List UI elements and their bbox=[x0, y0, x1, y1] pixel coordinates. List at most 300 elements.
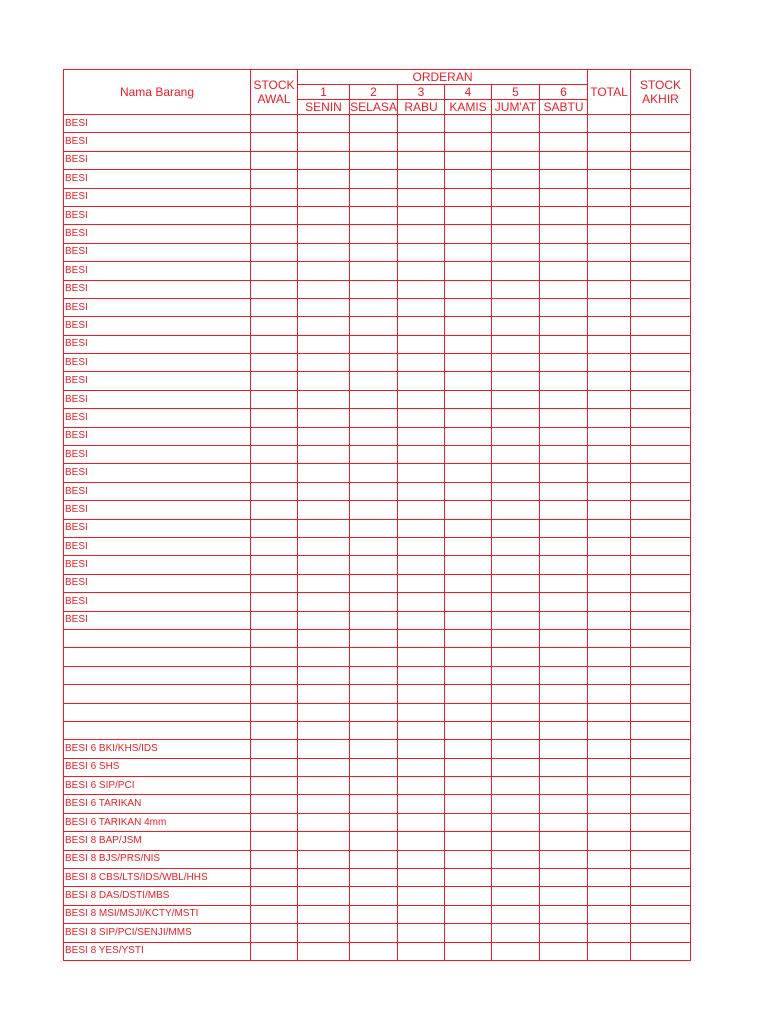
entry-cell[interactable] bbox=[350, 777, 398, 795]
entry-cell[interactable] bbox=[298, 170, 350, 188]
entry-cell[interactable] bbox=[298, 390, 350, 408]
entry-cell[interactable] bbox=[251, 519, 298, 537]
entry-cell[interactable] bbox=[298, 832, 350, 850]
entry-cell[interactable] bbox=[398, 335, 445, 353]
entry-cell[interactable] bbox=[298, 593, 350, 611]
entry-cell[interactable] bbox=[588, 648, 631, 666]
entry-cell[interactable] bbox=[445, 115, 492, 133]
entry-cell[interactable] bbox=[298, 115, 350, 133]
entry-cell[interactable] bbox=[631, 703, 691, 721]
entry-cell[interactable] bbox=[588, 446, 631, 464]
entry-cell[interactable] bbox=[350, 446, 398, 464]
entry-cell[interactable] bbox=[445, 832, 492, 850]
entry-cell[interactable] bbox=[398, 170, 445, 188]
entry-cell[interactable] bbox=[492, 519, 540, 537]
entry-cell[interactable] bbox=[350, 482, 398, 500]
entry-cell[interactable] bbox=[492, 593, 540, 611]
entry-cell[interactable] bbox=[398, 850, 445, 868]
entry-cell[interactable] bbox=[398, 648, 445, 666]
entry-cell[interactable] bbox=[398, 740, 445, 758]
entry-cell[interactable] bbox=[588, 298, 631, 316]
entry-cell[interactable] bbox=[298, 740, 350, 758]
entry-cell[interactable] bbox=[298, 924, 350, 942]
entry-cell[interactable] bbox=[445, 390, 492, 408]
entry-cell[interactable] bbox=[492, 464, 540, 482]
entry-cell[interactable] bbox=[445, 648, 492, 666]
entry-cell[interactable] bbox=[445, 446, 492, 464]
entry-cell[interactable] bbox=[251, 795, 298, 813]
entry-cell[interactable] bbox=[298, 666, 350, 684]
entry-cell[interactable] bbox=[492, 869, 540, 887]
entry-cell[interactable] bbox=[588, 574, 631, 592]
entry-cell[interactable] bbox=[298, 777, 350, 795]
entry-cell[interactable] bbox=[631, 317, 691, 335]
entry-cell[interactable] bbox=[588, 537, 631, 555]
entry-cell[interactable] bbox=[350, 905, 398, 923]
entry-cell[interactable] bbox=[631, 298, 691, 316]
entry-cell[interactable] bbox=[588, 758, 631, 776]
entry-cell[interactable] bbox=[540, 721, 588, 739]
entry-cell[interactable] bbox=[492, 942, 540, 960]
entry-cell[interactable] bbox=[631, 666, 691, 684]
entry-cell[interactable] bbox=[540, 225, 588, 243]
entry-cell[interactable] bbox=[350, 832, 398, 850]
entry-cell[interactable] bbox=[540, 262, 588, 280]
entry-cell[interactable] bbox=[398, 446, 445, 464]
entry-cell[interactable] bbox=[398, 666, 445, 684]
entry-cell[interactable] bbox=[398, 262, 445, 280]
entry-cell[interactable] bbox=[492, 556, 540, 574]
entry-cell[interactable] bbox=[298, 574, 350, 592]
entry-cell[interactable] bbox=[298, 280, 350, 298]
entry-cell[interactable] bbox=[251, 537, 298, 555]
entry-cell[interactable] bbox=[492, 115, 540, 133]
entry-cell[interactable] bbox=[540, 924, 588, 942]
entry-cell[interactable] bbox=[540, 648, 588, 666]
entry-cell[interactable] bbox=[350, 243, 398, 261]
entry-cell[interactable] bbox=[631, 170, 691, 188]
entry-cell[interactable] bbox=[540, 942, 588, 960]
entry-cell[interactable] bbox=[588, 905, 631, 923]
entry-cell[interactable] bbox=[298, 556, 350, 574]
entry-cell[interactable] bbox=[445, 298, 492, 316]
entry-cell[interactable] bbox=[492, 777, 540, 795]
entry-cell[interactable] bbox=[588, 206, 631, 224]
entry-cell[interactable] bbox=[540, 666, 588, 684]
entry-cell[interactable] bbox=[540, 170, 588, 188]
entry-cell[interactable] bbox=[540, 243, 588, 261]
entry-cell[interactable] bbox=[298, 335, 350, 353]
entry-cell[interactable] bbox=[588, 556, 631, 574]
entry-cell[interactable] bbox=[492, 666, 540, 684]
entry-cell[interactable] bbox=[631, 537, 691, 555]
entry-cell[interactable] bbox=[540, 869, 588, 887]
entry-cell[interactable] bbox=[398, 354, 445, 372]
entry-cell[interactable] bbox=[350, 133, 398, 151]
entry-cell[interactable] bbox=[350, 464, 398, 482]
entry-cell[interactable] bbox=[540, 593, 588, 611]
entry-cell[interactable] bbox=[251, 666, 298, 684]
entry-cell[interactable] bbox=[398, 537, 445, 555]
entry-cell[interactable] bbox=[588, 151, 631, 169]
entry-cell[interactable] bbox=[588, 795, 631, 813]
entry-cell[interactable] bbox=[251, 298, 298, 316]
entry-cell[interactable] bbox=[631, 795, 691, 813]
entry-cell[interactable] bbox=[540, 795, 588, 813]
entry-cell[interactable] bbox=[631, 354, 691, 372]
entry-cell[interactable] bbox=[540, 427, 588, 445]
entry-cell[interactable] bbox=[588, 813, 631, 831]
entry-cell[interactable] bbox=[492, 924, 540, 942]
entry-cell[interactable] bbox=[445, 225, 492, 243]
entry-cell[interactable] bbox=[588, 703, 631, 721]
entry-cell[interactable] bbox=[540, 482, 588, 500]
entry-cell[interactable] bbox=[251, 151, 298, 169]
entry-cell[interactable] bbox=[298, 795, 350, 813]
entry-cell[interactable] bbox=[251, 703, 298, 721]
entry-cell[interactable] bbox=[588, 593, 631, 611]
entry-cell[interactable] bbox=[445, 574, 492, 592]
entry-cell[interactable] bbox=[350, 317, 398, 335]
entry-cell[interactable] bbox=[492, 390, 540, 408]
entry-cell[interactable] bbox=[398, 685, 445, 703]
entry-cell[interactable] bbox=[588, 685, 631, 703]
entry-cell[interactable] bbox=[445, 409, 492, 427]
entry-cell[interactable] bbox=[492, 611, 540, 629]
entry-cell[interactable] bbox=[445, 372, 492, 390]
entry-cell[interactable] bbox=[298, 648, 350, 666]
entry-cell[interactable] bbox=[492, 133, 540, 151]
entry-cell[interactable] bbox=[251, 758, 298, 776]
entry-cell[interactable] bbox=[350, 298, 398, 316]
entry-cell[interactable] bbox=[251, 648, 298, 666]
entry-cell[interactable] bbox=[492, 703, 540, 721]
entry-cell[interactable] bbox=[350, 427, 398, 445]
entry-cell[interactable] bbox=[492, 758, 540, 776]
entry-cell[interactable] bbox=[398, 151, 445, 169]
entry-cell[interactable] bbox=[588, 188, 631, 206]
entry-cell[interactable] bbox=[251, 188, 298, 206]
entry-cell[interactable] bbox=[631, 262, 691, 280]
entry-cell[interactable] bbox=[631, 721, 691, 739]
entry-cell[interactable] bbox=[350, 740, 398, 758]
entry-cell[interactable] bbox=[298, 243, 350, 261]
entry-cell[interactable] bbox=[251, 777, 298, 795]
entry-cell[interactable] bbox=[251, 611, 298, 629]
entry-cell[interactable] bbox=[588, 942, 631, 960]
entry-cell[interactable] bbox=[540, 335, 588, 353]
entry-cell[interactable] bbox=[588, 464, 631, 482]
entry-cell[interactable] bbox=[350, 188, 398, 206]
entry-cell[interactable] bbox=[445, 813, 492, 831]
entry-cell[interactable] bbox=[445, 777, 492, 795]
entry-cell[interactable] bbox=[492, 354, 540, 372]
entry-cell[interactable] bbox=[588, 280, 631, 298]
entry-cell[interactable] bbox=[631, 243, 691, 261]
entry-cell[interactable] bbox=[631, 942, 691, 960]
entry-cell[interactable] bbox=[540, 280, 588, 298]
entry-cell[interactable] bbox=[445, 740, 492, 758]
entry-cell[interactable] bbox=[445, 942, 492, 960]
entry-cell[interactable] bbox=[298, 298, 350, 316]
entry-cell[interactable] bbox=[398, 464, 445, 482]
entry-cell[interactable] bbox=[350, 593, 398, 611]
entry-cell[interactable] bbox=[588, 482, 631, 500]
entry-cell[interactable] bbox=[445, 905, 492, 923]
entry-cell[interactable] bbox=[445, 206, 492, 224]
entry-cell[interactable] bbox=[445, 850, 492, 868]
entry-cell[interactable] bbox=[445, 427, 492, 445]
entry-cell[interactable] bbox=[251, 721, 298, 739]
entry-cell[interactable] bbox=[631, 519, 691, 537]
entry-cell[interactable] bbox=[398, 390, 445, 408]
entry-cell[interactable] bbox=[631, 133, 691, 151]
entry-cell[interactable] bbox=[445, 151, 492, 169]
entry-cell[interactable] bbox=[540, 850, 588, 868]
entry-cell[interactable] bbox=[298, 869, 350, 887]
entry-cell[interactable] bbox=[631, 335, 691, 353]
entry-cell[interactable] bbox=[350, 354, 398, 372]
entry-cell[interactable] bbox=[631, 905, 691, 923]
entry-cell[interactable] bbox=[492, 850, 540, 868]
entry-cell[interactable] bbox=[588, 170, 631, 188]
entry-cell[interactable] bbox=[492, 409, 540, 427]
entry-cell[interactable] bbox=[492, 813, 540, 831]
entry-cell[interactable] bbox=[398, 869, 445, 887]
entry-cell[interactable] bbox=[631, 482, 691, 500]
entry-cell[interactable] bbox=[540, 703, 588, 721]
entry-cell[interactable] bbox=[251, 556, 298, 574]
entry-cell[interactable] bbox=[398, 206, 445, 224]
entry-cell[interactable] bbox=[251, 317, 298, 335]
entry-cell[interactable] bbox=[398, 482, 445, 500]
entry-cell[interactable] bbox=[350, 758, 398, 776]
entry-cell[interactable] bbox=[398, 317, 445, 335]
entry-cell[interactable] bbox=[540, 519, 588, 537]
entry-cell[interactable] bbox=[492, 574, 540, 592]
entry-cell[interactable] bbox=[298, 813, 350, 831]
entry-cell[interactable] bbox=[350, 850, 398, 868]
entry-cell[interactable] bbox=[251, 887, 298, 905]
entry-cell[interactable] bbox=[350, 372, 398, 390]
entry-cell[interactable] bbox=[540, 887, 588, 905]
entry-cell[interactable] bbox=[631, 832, 691, 850]
entry-cell[interactable] bbox=[251, 869, 298, 887]
entry-cell[interactable] bbox=[492, 629, 540, 647]
entry-cell[interactable] bbox=[631, 869, 691, 887]
entry-cell[interactable] bbox=[588, 740, 631, 758]
entry-cell[interactable] bbox=[350, 115, 398, 133]
entry-cell[interactable] bbox=[540, 832, 588, 850]
entry-cell[interactable] bbox=[588, 354, 631, 372]
entry-cell[interactable] bbox=[540, 115, 588, 133]
entry-cell[interactable] bbox=[398, 611, 445, 629]
entry-cell[interactable] bbox=[251, 501, 298, 519]
entry-cell[interactable] bbox=[631, 151, 691, 169]
entry-cell[interactable] bbox=[588, 335, 631, 353]
entry-cell[interactable] bbox=[398, 777, 445, 795]
entry-cell[interactable] bbox=[350, 685, 398, 703]
entry-cell[interactable] bbox=[398, 427, 445, 445]
entry-cell[interactable] bbox=[251, 464, 298, 482]
entry-cell[interactable] bbox=[492, 280, 540, 298]
entry-cell[interactable] bbox=[588, 850, 631, 868]
entry-cell[interactable] bbox=[251, 206, 298, 224]
entry-cell[interactable] bbox=[492, 243, 540, 261]
entry-cell[interactable] bbox=[350, 170, 398, 188]
entry-cell[interactable] bbox=[588, 133, 631, 151]
entry-cell[interactable] bbox=[398, 372, 445, 390]
entry-cell[interactable] bbox=[350, 390, 398, 408]
entry-cell[interactable] bbox=[298, 501, 350, 519]
entry-cell[interactable] bbox=[298, 372, 350, 390]
entry-cell[interactable] bbox=[251, 280, 298, 298]
entry-cell[interactable] bbox=[398, 703, 445, 721]
entry-cell[interactable] bbox=[540, 501, 588, 519]
entry-cell[interactable] bbox=[631, 813, 691, 831]
entry-cell[interactable] bbox=[298, 151, 350, 169]
entry-cell[interactable] bbox=[492, 206, 540, 224]
entry-cell[interactable] bbox=[350, 611, 398, 629]
entry-cell[interactable] bbox=[251, 924, 298, 942]
entry-cell[interactable] bbox=[445, 703, 492, 721]
entry-cell[interactable] bbox=[540, 905, 588, 923]
entry-cell[interactable] bbox=[631, 188, 691, 206]
entry-cell[interactable] bbox=[445, 501, 492, 519]
entry-cell[interactable] bbox=[540, 629, 588, 647]
entry-cell[interactable] bbox=[631, 446, 691, 464]
entry-cell[interactable] bbox=[540, 777, 588, 795]
entry-cell[interactable] bbox=[350, 813, 398, 831]
entry-cell[interactable] bbox=[445, 519, 492, 537]
entry-cell[interactable] bbox=[492, 446, 540, 464]
entry-cell[interactable] bbox=[445, 924, 492, 942]
entry-cell[interactable] bbox=[445, 887, 492, 905]
entry-cell[interactable] bbox=[445, 170, 492, 188]
entry-cell[interactable] bbox=[631, 556, 691, 574]
entry-cell[interactable] bbox=[588, 390, 631, 408]
entry-cell[interactable] bbox=[398, 795, 445, 813]
entry-cell[interactable] bbox=[540, 611, 588, 629]
entry-cell[interactable] bbox=[588, 611, 631, 629]
entry-cell[interactable] bbox=[445, 188, 492, 206]
entry-cell[interactable] bbox=[350, 648, 398, 666]
entry-cell[interactable] bbox=[398, 905, 445, 923]
entry-cell[interactable] bbox=[298, 206, 350, 224]
entry-cell[interactable] bbox=[588, 666, 631, 684]
entry-cell[interactable] bbox=[492, 832, 540, 850]
entry-cell[interactable] bbox=[631, 464, 691, 482]
entry-cell[interactable] bbox=[445, 464, 492, 482]
entry-cell[interactable] bbox=[350, 151, 398, 169]
entry-cell[interactable] bbox=[540, 758, 588, 776]
entry-cell[interactable] bbox=[251, 832, 298, 850]
entry-cell[interactable] bbox=[631, 740, 691, 758]
entry-cell[interactable] bbox=[445, 611, 492, 629]
entry-cell[interactable] bbox=[350, 887, 398, 905]
entry-cell[interactable] bbox=[445, 685, 492, 703]
entry-cell[interactable] bbox=[492, 317, 540, 335]
entry-cell[interactable] bbox=[398, 629, 445, 647]
entry-cell[interactable] bbox=[588, 887, 631, 905]
entry-cell[interactable] bbox=[251, 740, 298, 758]
entry-cell[interactable] bbox=[251, 409, 298, 427]
entry-cell[interactable] bbox=[350, 924, 398, 942]
entry-cell[interactable] bbox=[492, 685, 540, 703]
entry-cell[interactable] bbox=[631, 427, 691, 445]
entry-cell[interactable] bbox=[445, 262, 492, 280]
entry-cell[interactable] bbox=[298, 262, 350, 280]
entry-cell[interactable] bbox=[398, 519, 445, 537]
entry-cell[interactable] bbox=[540, 390, 588, 408]
entry-cell[interactable] bbox=[631, 611, 691, 629]
entry-cell[interactable] bbox=[398, 942, 445, 960]
entry-cell[interactable] bbox=[350, 409, 398, 427]
entry-cell[interactable] bbox=[251, 685, 298, 703]
entry-cell[interactable] bbox=[251, 427, 298, 445]
entry-cell[interactable] bbox=[492, 905, 540, 923]
entry-cell[interactable] bbox=[492, 170, 540, 188]
entry-cell[interactable] bbox=[350, 869, 398, 887]
entry-cell[interactable] bbox=[251, 225, 298, 243]
entry-cell[interactable] bbox=[588, 372, 631, 390]
entry-cell[interactable] bbox=[298, 464, 350, 482]
entry-cell[interactable] bbox=[350, 703, 398, 721]
entry-cell[interactable] bbox=[350, 795, 398, 813]
entry-cell[interactable] bbox=[445, 280, 492, 298]
entry-cell[interactable] bbox=[540, 574, 588, 592]
entry-cell[interactable] bbox=[350, 537, 398, 555]
entry-cell[interactable] bbox=[251, 170, 298, 188]
entry-cell[interactable] bbox=[631, 372, 691, 390]
entry-cell[interactable] bbox=[631, 648, 691, 666]
entry-cell[interactable] bbox=[631, 850, 691, 868]
entry-cell[interactable] bbox=[540, 188, 588, 206]
entry-cell[interactable] bbox=[492, 501, 540, 519]
entry-cell[interactable] bbox=[588, 869, 631, 887]
entry-cell[interactable] bbox=[445, 795, 492, 813]
entry-cell[interactable] bbox=[398, 924, 445, 942]
entry-cell[interactable] bbox=[251, 942, 298, 960]
entry-cell[interactable] bbox=[540, 685, 588, 703]
entry-cell[interactable] bbox=[251, 446, 298, 464]
entry-cell[interactable] bbox=[492, 740, 540, 758]
entry-cell[interactable] bbox=[588, 115, 631, 133]
entry-cell[interactable] bbox=[251, 335, 298, 353]
entry-cell[interactable] bbox=[398, 593, 445, 611]
entry-cell[interactable] bbox=[631, 593, 691, 611]
entry-cell[interactable] bbox=[540, 133, 588, 151]
entry-cell[interactable] bbox=[445, 593, 492, 611]
entry-cell[interactable] bbox=[492, 151, 540, 169]
entry-cell[interactable] bbox=[540, 409, 588, 427]
entry-cell[interactable] bbox=[492, 648, 540, 666]
entry-cell[interactable] bbox=[631, 777, 691, 795]
entry-cell[interactable] bbox=[588, 924, 631, 942]
entry-cell[interactable] bbox=[492, 482, 540, 500]
entry-cell[interactable] bbox=[445, 482, 492, 500]
entry-cell[interactable] bbox=[445, 335, 492, 353]
entry-cell[interactable] bbox=[398, 721, 445, 739]
entry-cell[interactable] bbox=[445, 243, 492, 261]
entry-cell[interactable] bbox=[251, 629, 298, 647]
entry-cell[interactable] bbox=[251, 850, 298, 868]
entry-cell[interactable] bbox=[398, 409, 445, 427]
entry-cell[interactable] bbox=[445, 629, 492, 647]
entry-cell[interactable] bbox=[445, 537, 492, 555]
entry-cell[interactable] bbox=[588, 629, 631, 647]
entry-cell[interactable] bbox=[298, 721, 350, 739]
